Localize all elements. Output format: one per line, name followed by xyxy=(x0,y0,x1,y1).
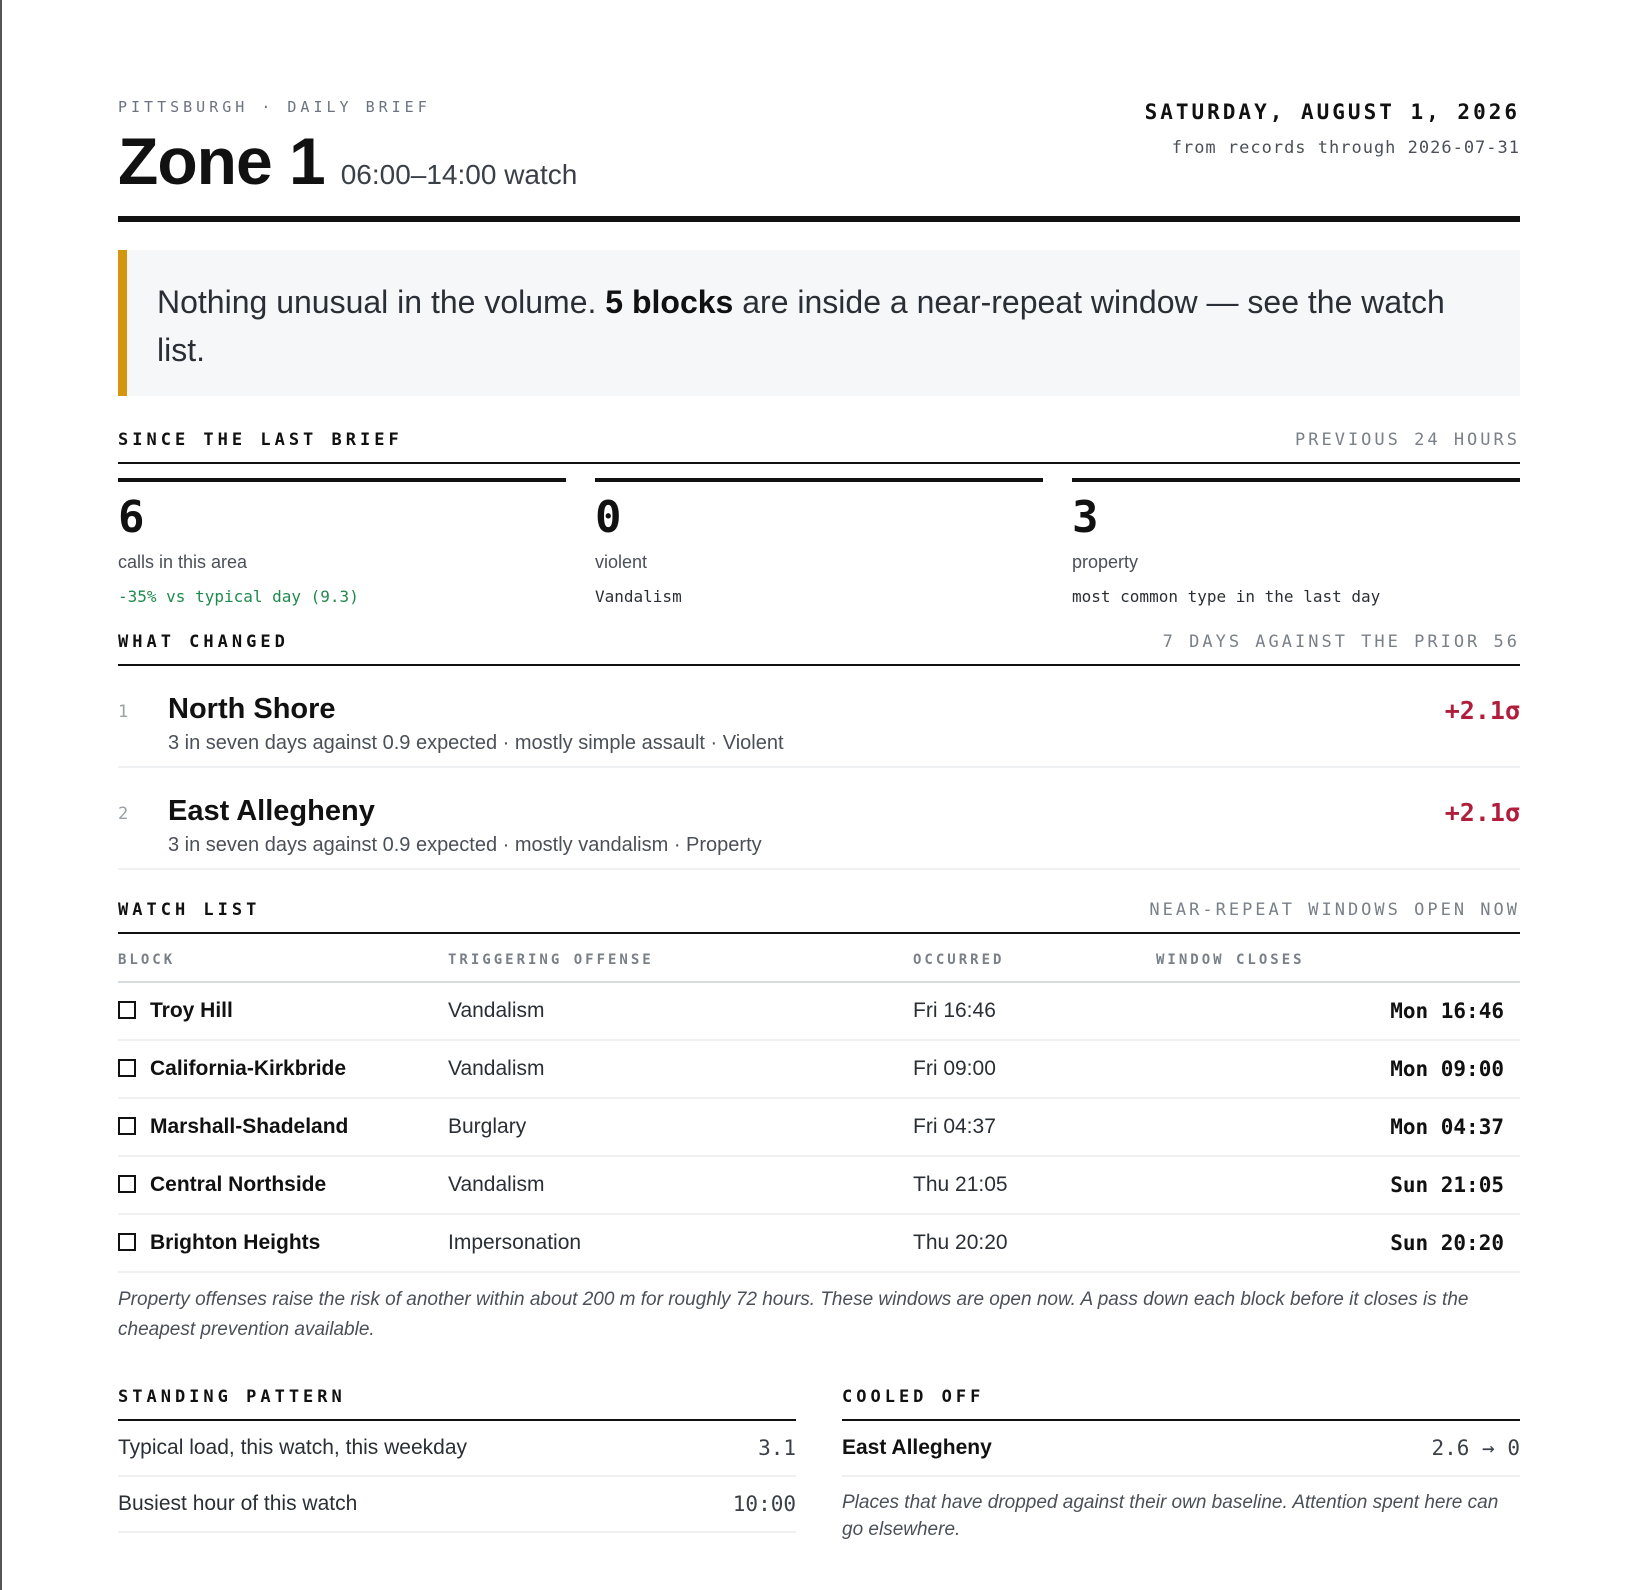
change-sigma: +2.1σ xyxy=(1444,798,1520,827)
stat-card-property xyxy=(1072,478,1520,606)
section-heading xyxy=(118,900,1520,934)
stat-detail: most common type in the last day xyxy=(1072,587,1381,606)
window-closes-cell: Mon 16:46 xyxy=(1156,982,1520,1040)
offense-cell: Burglary xyxy=(448,1098,913,1156)
pattern-row xyxy=(118,1421,796,1477)
block-checkbox[interactable] xyxy=(118,1175,136,1193)
block-checkbox[interactable] xyxy=(118,1233,136,1251)
occurred-cell: Thu 20:20 xyxy=(913,1214,1156,1272)
watch-list-section xyxy=(118,900,1520,1345)
block-name: Marshall-Shadeland xyxy=(150,1115,349,1138)
column-header-window-closes: WINDOW CLOSES xyxy=(1156,934,1520,982)
block-cell xyxy=(118,1040,448,1098)
bottom-columns xyxy=(118,1387,1520,1543)
table-row xyxy=(118,982,1520,1040)
zone-title: Zone 1 xyxy=(118,124,325,198)
cooled-note: Places that have dropped against their own baseline. Attention spent here can go elsewhere. xyxy=(842,1492,1499,1540)
stat-card-calls xyxy=(118,478,566,606)
occurred-cell: Thu 21:05 xyxy=(913,1156,1156,1214)
title-row xyxy=(118,124,577,198)
block-cell xyxy=(118,1214,448,1272)
pattern-value: 10:00 xyxy=(732,1492,796,1516)
section-title: COOLED OFF xyxy=(842,1387,985,1407)
brief-header xyxy=(118,0,1520,222)
section-heading xyxy=(118,430,1520,464)
standing-pattern-section xyxy=(118,1387,796,1543)
window-closes-cell: Sun 20:20 xyxy=(1156,1214,1520,1272)
block-cell xyxy=(118,1098,448,1156)
table-row xyxy=(118,1156,1520,1214)
pattern-value: 3.1 xyxy=(758,1436,796,1460)
cooled-row xyxy=(842,1421,1520,1477)
occurred-cell: Fri 04:37 xyxy=(913,1098,1156,1156)
pattern-row xyxy=(118,1477,796,1533)
pattern-label: Typical load, this watch, this weekday xyxy=(118,1436,468,1459)
since-last-brief-section xyxy=(118,430,1520,606)
stat-detail: Vandalism xyxy=(595,587,682,606)
watch-list-note: Property offenses raise the risk of another within about 200 m for roughly 72 hours. These windows are open now. A pass down each block before it closes is the cheapest prevention available. xyxy=(118,1289,1469,1340)
section-meta: PREVIOUS 24 HOURS xyxy=(1295,430,1520,450)
change-description: 3 in seven days against 0.9 expected · mostly vandalism · Property xyxy=(168,834,762,856)
what-changed-section xyxy=(118,632,1520,870)
table-row xyxy=(118,1098,1520,1156)
brief-date: SATURDAY, AUGUST 1, 2026 xyxy=(1144,100,1520,124)
table-row xyxy=(118,1040,1520,1098)
stat-comparison: -35% vs typical day (9.3) xyxy=(118,587,359,606)
section-meta: NEAR-REPEAT WINDOWS OPEN NOW xyxy=(1149,900,1520,920)
offense-cell: Vandalism xyxy=(448,982,913,1040)
callout-tail: are inside a near-repeat window — see the watch list. xyxy=(157,284,1445,368)
offense-cell: Vandalism xyxy=(448,1040,913,1098)
stat-label: calls in this area xyxy=(118,552,248,572)
section-heading xyxy=(842,1387,1520,1421)
watch-window: 06:00–14:00 watch xyxy=(340,159,578,190)
stat-label: property xyxy=(1072,552,1139,572)
change-sigma: +2.1σ xyxy=(1444,696,1520,725)
change-area-name: North Shore xyxy=(168,693,336,725)
stat-number: 6 xyxy=(118,492,145,543)
cooled-change: 2.6 → 0 xyxy=(1431,1436,1520,1460)
change-rank: 2 xyxy=(118,804,129,824)
window-closes-cell: Mon 09:00 xyxy=(1156,1040,1520,1098)
column-header-offense: TRIGGERING OFFENSE xyxy=(448,934,913,982)
block-name: California-Kirkbride xyxy=(150,1057,347,1080)
block-name: Central Northside xyxy=(150,1173,327,1196)
offense-cell: Impersonation xyxy=(448,1214,913,1272)
cooled-off-section xyxy=(842,1387,1520,1543)
stat-card-violent xyxy=(595,478,1043,606)
callout-highlight: 5 blocks xyxy=(605,284,734,320)
stat-number: 0 xyxy=(595,492,622,543)
table-row xyxy=(118,1214,1520,1272)
section-title: SINCE THE LAST BRIEF xyxy=(118,430,403,450)
section-title: WHAT CHANGED xyxy=(118,632,289,652)
offense-cell: Vandalism xyxy=(448,1156,913,1214)
block-checkbox[interactable] xyxy=(118,1117,136,1135)
section-heading xyxy=(118,632,1520,666)
change-body xyxy=(168,692,1445,755)
occurred-cell: Fri 09:00 xyxy=(913,1040,1156,1098)
stat-cards xyxy=(118,478,1520,606)
section-title: WATCH LIST xyxy=(118,900,261,920)
brief-kicker: PITTSBURGH · DAILY BRIEF xyxy=(118,98,431,116)
summary-callout xyxy=(118,250,1520,396)
block-checkbox[interactable] xyxy=(118,1059,136,1077)
block-name: Brighton Heights xyxy=(150,1231,321,1254)
block-cell xyxy=(118,982,448,1040)
block-cell xyxy=(118,1156,448,1214)
pattern-label: Busiest hour of this watch xyxy=(118,1492,358,1515)
change-body xyxy=(168,794,1445,857)
change-area-name: East Allegheny xyxy=(168,795,375,827)
change-item xyxy=(118,768,1520,870)
block-checkbox[interactable] xyxy=(118,1001,136,1019)
change-rank: 1 xyxy=(118,702,129,722)
table-header-row xyxy=(118,934,1520,982)
occurred-cell: Fri 16:46 xyxy=(913,982,1156,1040)
column-header-block: BLOCK xyxy=(118,934,448,982)
daily-brief-page xyxy=(118,0,1520,1543)
cooled-area: East Allegheny xyxy=(842,1436,992,1459)
section-title: STANDING PATTERN xyxy=(118,1387,346,1407)
column-header-occurred: OCCURRED xyxy=(913,934,1156,982)
change-description: 3 in seven days against 0.9 expected · mostly simple assault · Violent xyxy=(168,732,784,754)
window-closes-cell: Sun 21:05 xyxy=(1156,1156,1520,1214)
block-name: Troy Hill xyxy=(150,999,233,1022)
callout-lead: Nothing unusual in the volume. xyxy=(157,284,606,320)
stat-number: 3 xyxy=(1072,492,1099,543)
watch-list-table xyxy=(118,934,1520,1273)
section-heading xyxy=(118,1387,796,1421)
change-item xyxy=(118,666,1520,768)
records-through: from records through 2026-07-31 xyxy=(1171,138,1520,158)
stat-label: violent xyxy=(595,552,648,572)
section-meta: 7 DAYS AGAINST THE PRIOR 56 xyxy=(1162,632,1520,652)
window-closes-cell: Mon 04:37 xyxy=(1156,1098,1520,1156)
